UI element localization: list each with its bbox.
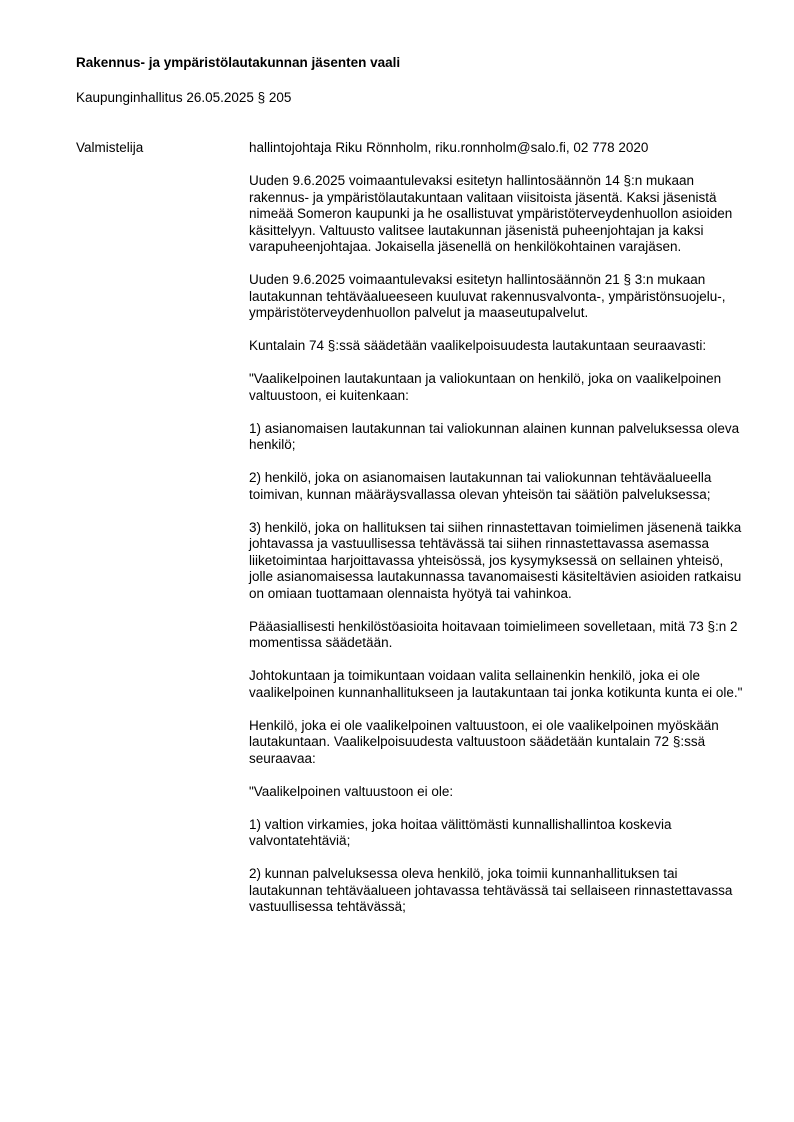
paragraph: "Vaalikelpoinen valtuustoon ei ole: [249,783,454,799]
list-item: 3) henkilö, joka on hallituksen tai siihen rinnastettavan toimielimen jäsenenä taikka johtavassa ja vastuullisessa tehtävässä tai siihen rinnastettavassa asemassa liiketoimintaa harjoittavassa yhteisössä, jos kysymyksessä on sellainen yhteisö, jolle asianomaisessa lautakunnassa tavanomaisesti käsiteltävien asioiden ratkaisu on omiaan tuottamaan olennaista hyötyä tai vahinkoa. [249,519,742,601]
paragraph: "Vaalikelpoinen lautakuntaan ja valiokuntaan on henkilö, joka on vaalikelpoinen valtuustoon, ei kuitenkaan: [249,371,722,403]
list-item: 1) valtion virkamies, joka hoitaa välittömästi kunnallishallintoa koskevia valvontatehtäviä; [249,816,672,848]
document-body [249,140,749,932]
paragraph: Uuden 9.6.2025 voimaantulevaksi esitetyn hallintosäännön 21 § 3:n mukaan lautakunnan tehtäväalueeseen kuuluvat rakennusvalvonta-, ympäristönsuojelu-, ympäristöterveydenhuollon palvelut ja maaseutupalvelut. [249,272,726,320]
paragraph: Kuntalain 74 §:ssä säädetään vaalikelpoisuudesta lautakuntaan seuraavasti: [249,338,707,353]
paragraph: Johtokuntaan ja toimikuntaan voidaan valita sellainenkin henkilö, joka ei ole vaalikelpoinen kunnanhallitukseen ja lautakuntaan tai jonka kotikunta kunta ei ole." [249,668,743,700]
paragraph: Pääasiallisesti henkilöstöasioita hoitavaan toimielimeen sovelletaan, mitä 73 §:n 2 momentissa säädetään. [249,618,738,650]
paragraph: Henkilö, joka ei ole vaalikelpoinen valtuustoon, ei ole vaalikelpoinen myöskään lautakuntaan. Vaalikelpoisuudesta valtuustoon säädetään kuntalain 72 §:ssä seuraavaa: [249,717,719,766]
meeting-reference: Kaupunginhallitus 26.05.2025 § 205 [76,90,292,105]
list-item: 2) kunnan palveluksessa oleva henkilö, joka toimii kunnanhallituksen tai lautakunnan tehtäväalueen johtavassa tehtävässä tai sellaiseen rinnastettavassa vastuullisessa tehtävässä; [249,866,733,914]
list-item: 2) henkilö, joka on asianomaisen lautakunnan tai valiokunnan tehtäväalueella toimivan, kunnan määräysvallassa olevan yhteisön tai säätiön palveluksessa; [249,470,712,502]
document-title: Rakennus- ja ympäristölautakunnan jäsenten vaali [76,55,401,70]
paragraph: Uuden 9.6.2025 voimaantulevaksi esitetyn hallintosäännön 14 §:n mukaan rakennus- ja ympäristölautakuntaan valitaan viisitoista jäsentä. Kaksi jäsenistä nimeää Someron kaupunki ja he osallistuvat ympäristöterveydenhuollon asioiden käsittelyyn. Valtuusto valitsee lautakunnan jäsenistä puheenjohtajan ja kaksi varapuheenjohtajaa. Jokaisella jäsenellä on henkilökohtainen varajäsen. [249,173,733,254]
list-item: 1) asianomaisen lautakunnan tai valiokunnan alainen kunnan palveluksessa oleva henkilö; [249,420,740,452]
preparer-info: hallintojohtaja Riku Rönnholm, riku.ronnholm@salo.fi, 02 778 2020 [249,140,649,155]
preparer-label: Valmistelija [76,140,144,155]
